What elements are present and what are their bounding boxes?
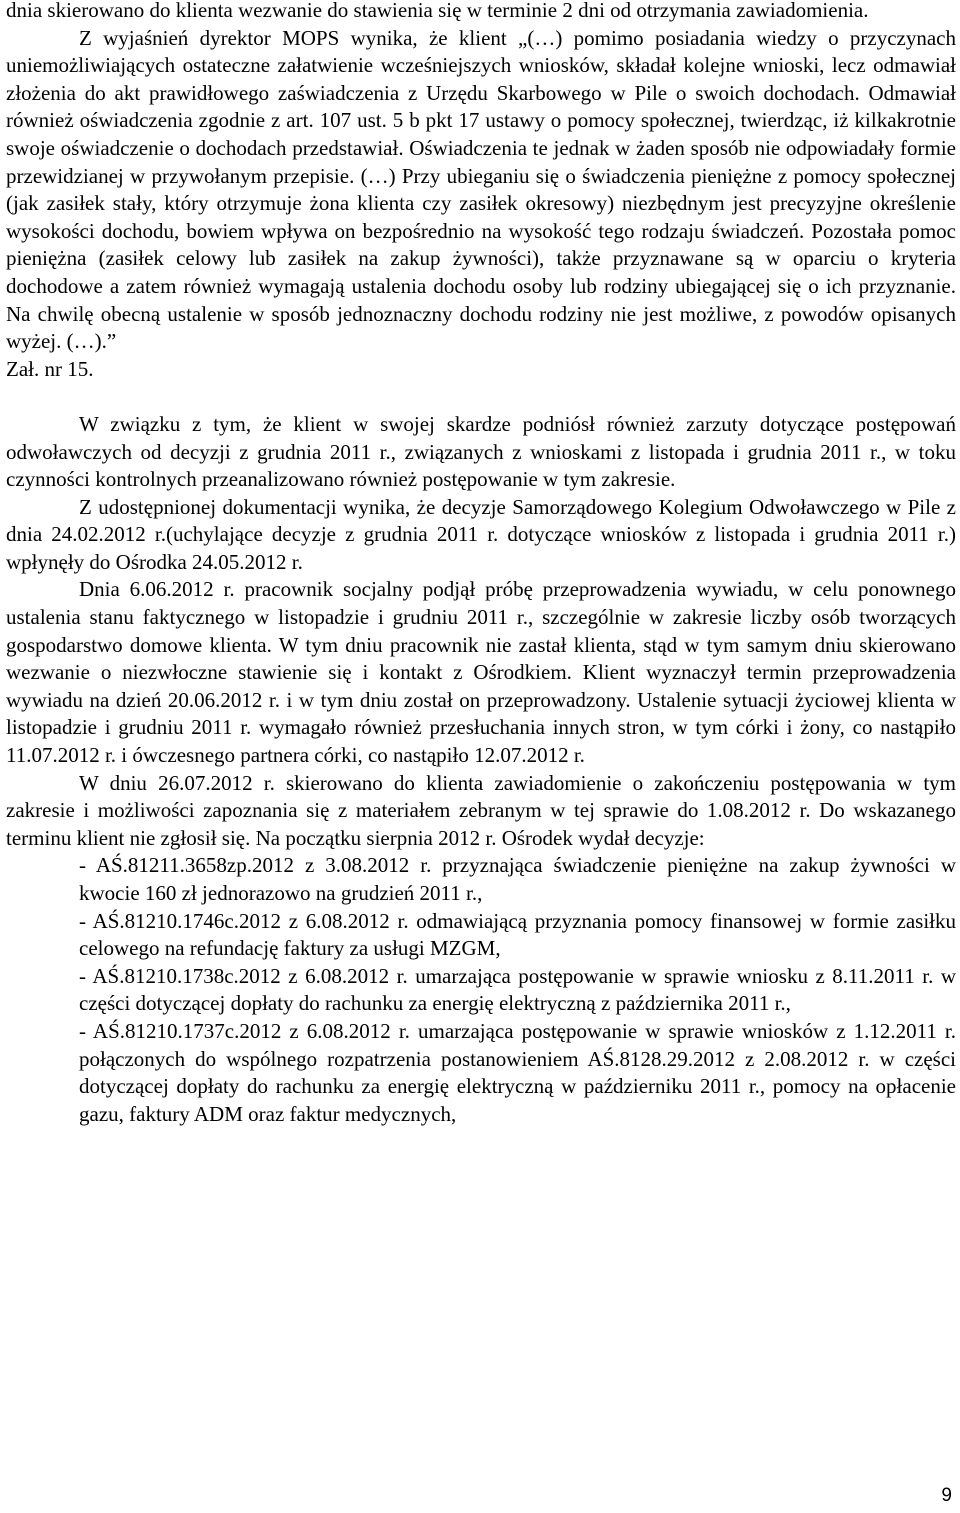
paragraph-mops-explanation: Z wyjaśnień dyrektor MOPS wynika, że klient „(…) pomimo posiadania wiedzy o przyczynach uniemożliwiających ostateczne załatwienie wcześniejszych wniosków, składał kolejne wnioski, lecz odmawiał złożenia do akt prawidłowego zaświadczenia z Urzędu Skarbowego w Pile o swoich dochodach. Odmawiał również oświadczenia zgodnie z art. 107 ust. 5 b pkt 17 ustawy o pomocy społecznej, twierdząc, iż kilkakrotnie swoje oświadczenie o dochodach przedstawiał. Oświadczenia te jednak w żaden sposób nie odpowiadały formie przewidzianej w przywołanym przepisie. (…) Przy ubieganiu się o świadczenia pieniężne z pomocy społecznej (jak zasiłek stały, który otrzymuje żona klienta czy zasiłek okresowy) niezbędnym jest precyzyjne określenie wysokości dochodu, bowiem wpływa on bezpośrednio na wysokość tego rodzaju świadczeń. Pozostała pomoc pieniężna (zasiłek celowy lub zasiłek na zakup żywności), także przyznawane są w oparciu o kryteria dochodowe a zatem również wymagają ustalenia dochodu osoby lub rodziny ubiegającej się o ich przyznanie. Na chwilę obecną ustalenie w sposób jednoznaczny dochodu rodziny nie jest możliwe, z powodów opisanych wyżej. (…).”: [6, 25, 956, 354]
attachment-reference: Zał. nr 15.: [6, 356, 94, 381]
document-page: [6, 0, 956, 1128]
paragraph-spacer: [6, 383, 956, 411]
decision-list-item: - AŚ.81211.3658zp.2012 z 3.08.2012 r. przyznająca świadczenie pieniężne na zakup żywności w kwocie 160 zł jednorazowo na grudzień 2011 r.,: [79, 853, 956, 905]
page-number: 9: [941, 1485, 952, 1506]
paragraph-interview: Dnia 6.06.2012 r. pracownik socjalny podjął próbę przeprowadzenia wywiadu, w celu ponownego ustalenia stanu faktycznego w listopadzie i grudniu 2011 r., szczególnie w zakresie liczby osób tworzących gospodarstwo domowe klienta. W tym dniu pracownik nie zastał klienta, stąd w tym samym dniu skierowano wezwanie o niezwłoczne stawienie się i kontakt z Ośrodkiem. Klient wyznaczył termin przeprowadzenia wywiadu na dzień 20.06.2012 r. i w tym dniu został on przeprowadzony. Ustalenie sytuacji życiowej klienta w listopadzie i grudniu 2011 r. wymagało również przesłuchania innych stron, w tym córki i żony, co nastąpiło 11.07.2012 r. i ówczesnego partnera córki, co nastąpiło 12.07.2012 r.: [6, 577, 956, 768]
paragraph-appeal-proceedings: W związku z tym, że klient w swojej skardze podniósł również zarzuty dotyczące postępowań odwoławczych od decyzji z grudnia 2011 r., związanych z wnioskami z listopada i grudnia 2011 r., w toku czynności kontrolnych przeanalizowano również postępowanie w tym zakresie.: [6, 411, 956, 492]
decision-list-item: - AŚ.81210.1738c.2012 z 6.08.2012 r. umarzająca postępowanie w sprawie wniosku z 8.11.2011 r. w części dotyczącej dopłaty do rachunku za energię elektryczną z października 2011 r.,: [79, 963, 956, 1016]
decision-list-item: - AŚ.81210.1746c.2012 z 6.08.2012 r. odmawiającą przyznania pomocy finansowej w formie zasiłku celowego na refundację faktury za usługi MZGM,: [79, 908, 956, 961]
paragraph-continuation: dnia skierowano do klienta wezwanie do stawienia się w terminie 2 dni od otrzymania zawiadomienia.: [6, 0, 869, 22]
paragraph-documentation: Z udostępnionej dokumentacji wynika, że decyzje Samorządowego Kolegium Odwoławczego w Pile z dnia 24.02.2012 r.(uchylające decyzje z grudnia 2011 r. dotyczące wniosków z listopada i grudnia 2011 r.) wpłynęły do Ośrodka 24.05.2012 r.: [6, 494, 956, 574]
paragraph-notification: W dniu 26.07.2012 r. skierowano do klienta zawiadomienie o zakończeniu postępowania w tym zakresie i możliwości zapoznania się z materiałem zebranym w tej sprawie do 1.08.2012 r. Do wskazanego terminu klient nie zgłosił się. Na początku sierpnia 2012 r. Ośrodek wydał decyzje:: [6, 770, 956, 850]
decision-list-item: - AŚ.81210.1737c.2012 z 6.08.2012 r. umarzająca postępowanie w sprawie wniosków z 1.12.2011 r. połączonych do wspólnego rozpatrzenia postanowieniem AŚ.8128.29.2012 z 2.08.2012 r. w części dotyczącej dopłaty do rachunku za energię elektryczną w październiku 2011 r., pomocy na opłacenie gazu, faktury ADM oraz faktur medycznych,: [79, 1018, 956, 1126]
